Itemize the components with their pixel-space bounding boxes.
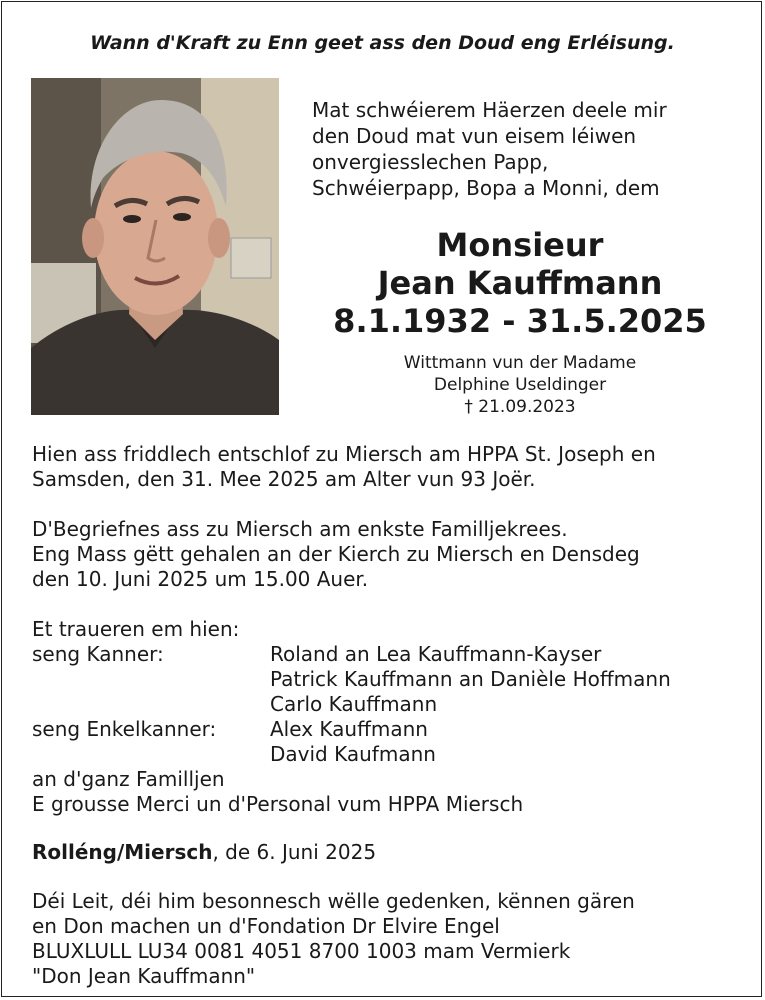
text-line: Hien ass friddlech entschlof zu Miersch am HPPA St. Joseph en — [32, 442, 656, 466]
intro-text — [312, 97, 742, 201]
deceased-name: Jean Kauffmann — [377, 264, 663, 302]
mourner-name: Carlo Kauffmann — [270, 692, 438, 716]
place-date — [32, 840, 742, 865]
widow-line: Wittmann vun der Madame — [403, 353, 637, 373]
deceased-name-block — [300, 226, 740, 340]
place-date-text: , de 6. Juni 2025 — [212, 840, 377, 864]
mourner-name: Patrick Kauffmann an Danièle Hoffmann — [270, 667, 671, 691]
deceased-dates: 8.1.1932 - 31.5.2025 — [333, 302, 707, 340]
text-line: D'Begriefnes ass zu Miersch am enkste Familljekrees. — [32, 517, 568, 541]
text-line: den 10. Juni 2025 um 15.00 Auer. — [32, 567, 369, 591]
deceased-title: Monsieur — [436, 226, 604, 264]
death-announcement — [32, 442, 742, 492]
widow-death-date: † 21.09.2023 — [464, 397, 576, 417]
text-line: Déi Leit, déi him besonnesch wëlle gedenken, kënnen gären — [32, 889, 635, 913]
donation-info — [32, 889, 742, 989]
children-label: seng Kanner: — [32, 642, 164, 666]
bank-details: BLUXLULL LU34 0081 4051 8700 1003 mam Vermierk — [32, 939, 571, 963]
portrait-photo — [31, 78, 279, 415]
text-line: en Don machen un d'Fondation Dr Elvire Engel — [32, 914, 500, 938]
family-line: an d'ganz Familljen — [32, 767, 225, 791]
mourner-name: David Kaufmann — [270, 742, 436, 766]
intro-line: Mat schwéierem Häerzen deele mir — [312, 98, 667, 122]
intro-line: Schwéierpapp, Bopa a Monni, dem — [312, 176, 660, 200]
mourners-list — [32, 617, 742, 817]
widow-info — [300, 352, 740, 418]
thanks-line: E grousse Merci un d'Personal vum HPPA Miersch — [32, 792, 524, 816]
motto: Wann d'Kraft zu Enn geet ass den Doud eng Erléisung. — [90, 32, 675, 54]
grandchildren-label: seng Enkelkanner: — [32, 717, 217, 741]
text-line: Eng Mass gëtt gehalen an der Kierch zu Miersch en Densdeg — [32, 542, 640, 566]
mourners-heading: Et traueren em hien: — [32, 617, 240, 641]
intro-line: den Doud mat vun eisem léiwen — [312, 124, 637, 148]
widow-name: Delphine Useldinger — [433, 375, 607, 395]
text-line: Samsden, den 31. Mee 2025 am Alter vun 93 Joër. — [32, 467, 536, 491]
funeral-info — [32, 517, 742, 592]
text-line: "Don Jean Kauffmann" — [32, 964, 256, 988]
mourner-name: Roland an Lea Kauffmann-Kayser — [270, 642, 602, 666]
intro-line: onvergiesslechen Papp, — [312, 150, 549, 174]
mourner-name: Alex Kauffmann — [270, 717, 428, 741]
place-location: Rolléng/Miersch — [32, 840, 213, 864]
